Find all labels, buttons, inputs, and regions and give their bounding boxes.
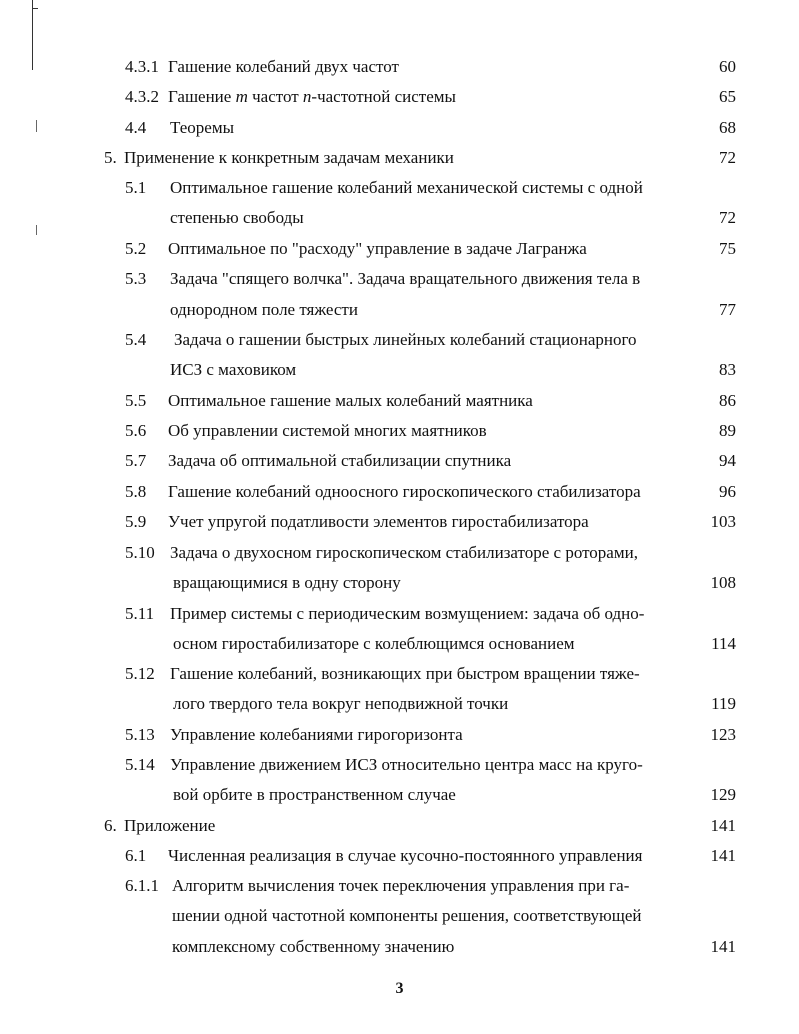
toc-entry-page: 89 [719,421,736,440]
toc-entry-number: 4.3.2 [125,87,159,106]
toc-entry-page: 94 [719,451,736,470]
toc-entry-title: Задача "спящего волчка". Задача вращательного движения тела в [170,269,641,288]
toc-entry-number: 5.3 [125,269,147,288]
scan-speck [36,225,37,235]
toc-entry-title: Задача об оптимальной стабилизации спутника [168,451,512,470]
toc-entry-page: 83 [719,360,736,379]
toc-entry-title: Задача о двухосном гироскопическом стабилизаторе с роторами, [170,543,638,562]
toc-entry-number: 5.4 [125,330,147,349]
toc-entry-page: 114 [711,634,736,653]
toc-entry-title: Задача о гашении быстрых линейных колебаний стационарного [174,330,637,349]
toc-entry-page: 119 [711,694,736,713]
page-number: 3 [395,980,404,997]
toc-entry-number: 5.6 [125,421,147,440]
toc-entry-title: Об управлении системой многих маятников [168,421,487,440]
toc-entry-page: 68 [719,118,736,137]
toc-entry-page: 129 [710,785,736,804]
toc-entry-title: Приложение [124,816,216,835]
toc-entry-title: Учет упругой податливости элементов гиростабилизатора [168,512,589,531]
toc-entry-page: 141 [710,937,736,956]
toc-entry-title: Оптимальное гашение колебаний механической системы с одной [170,178,643,197]
toc-entry-number: 5.10 [125,543,155,562]
toc-entry-number: 5.14 [125,755,155,774]
toc-entry-page: 72 [719,148,736,167]
toc-entry-number: 6.1 [125,846,147,865]
toc-entry-title: Управление движением ИСЗ относительно центра масс на круго- [170,755,643,774]
toc-entry-number: 5.9 [125,512,147,531]
toc-entry-page: 72 [719,208,736,227]
toc-entry-title: Теоремы [170,118,235,137]
toc-entry-number: 4.3.1 [125,57,159,76]
scan-edge-mark [32,0,33,70]
toc-entry-page: 77 [719,300,736,319]
toc-entry-page: 108 [710,573,736,592]
toc-entry-title: Гашение колебаний, возникающих при быстром вращении тяже- [170,664,640,683]
toc-entry-page: 103 [710,512,736,531]
toc-entry-title: комплексному собственному значению [172,937,455,956]
toc-entry-title: вой орбите в пространственном случае [173,785,456,804]
scan-speck [36,120,37,132]
toc-entry-title: Оптимальное по "расходу" управление в задаче Лагранжа [168,239,587,258]
toc-entry-number: 5.1 [125,178,147,197]
toc-entry-title: Применение к конкретным задачам механики [124,148,454,167]
toc-entry-page: 141 [710,846,736,865]
toc-entry-page: 65 [719,87,736,106]
toc-entry-page: 96 [719,482,736,501]
toc-entry-number: 5.11 [125,604,155,623]
toc-entry-number: 5. [104,148,117,167]
toc-entry-title: шении одной частотной компоненты решения, соответствующей [172,906,642,925]
toc-entry-number: 6.1.1 [125,876,159,895]
toc-entry-number: 5.8 [125,482,147,501]
toc-entry-page: 123 [710,725,736,744]
toc-entry-title: однородном поле тяжести [170,300,358,319]
toc-entry-page: 86 [719,391,736,410]
toc-entry-page: 60 [719,57,736,76]
toc-entry-title: Гашение m частот n-частотной системы [168,87,456,106]
toc-entry-title: Оптимальное гашение малых колебаний маятника [168,391,533,410]
toc-entry-page: 75 [719,239,736,258]
toc-entry-title: лого твердого тела вокруг неподвижной точки [173,694,509,713]
toc-entry-number: 5.2 [125,239,147,258]
toc-entry-number: 5.5 [125,391,147,410]
toc-entry-number: 4.4 [125,118,147,137]
toc-entry-number: 5.13 [125,725,155,744]
toc-entry-title: Численная реализация в случае кусочно-постоянного управления [168,846,643,865]
toc-entry-title: вращающимися в одну сторону [173,573,401,592]
toc-entry-title: Гашение колебаний одноосного гироскопического стабилизатора [168,482,641,501]
toc-entry-number: 5.12 [125,664,155,683]
toc-entry-number: 6. [104,816,117,835]
toc-entry-title: Алгоритм вычисления точек переключения управления при га- [172,876,630,895]
toc-entry-title: Управление колебаниями гирогоризонта [170,725,463,744]
toc-entry-title: ИСЗ с маховиком [170,360,297,379]
toc-entry-number: 5.7 [125,451,147,470]
toc-entry-title: Пример системы с периодическим возмущением: задача об одно- [170,604,645,623]
toc-entry-title: Гашение колебаний двух частот [168,57,399,76]
scan-edge-mark [32,8,38,9]
toc-entry-title: степенью свободы [170,208,304,227]
toc-entry-title: осном гиростабилизаторе с колеблющимся основанием [173,634,575,653]
toc-entry-page: 141 [710,816,736,835]
